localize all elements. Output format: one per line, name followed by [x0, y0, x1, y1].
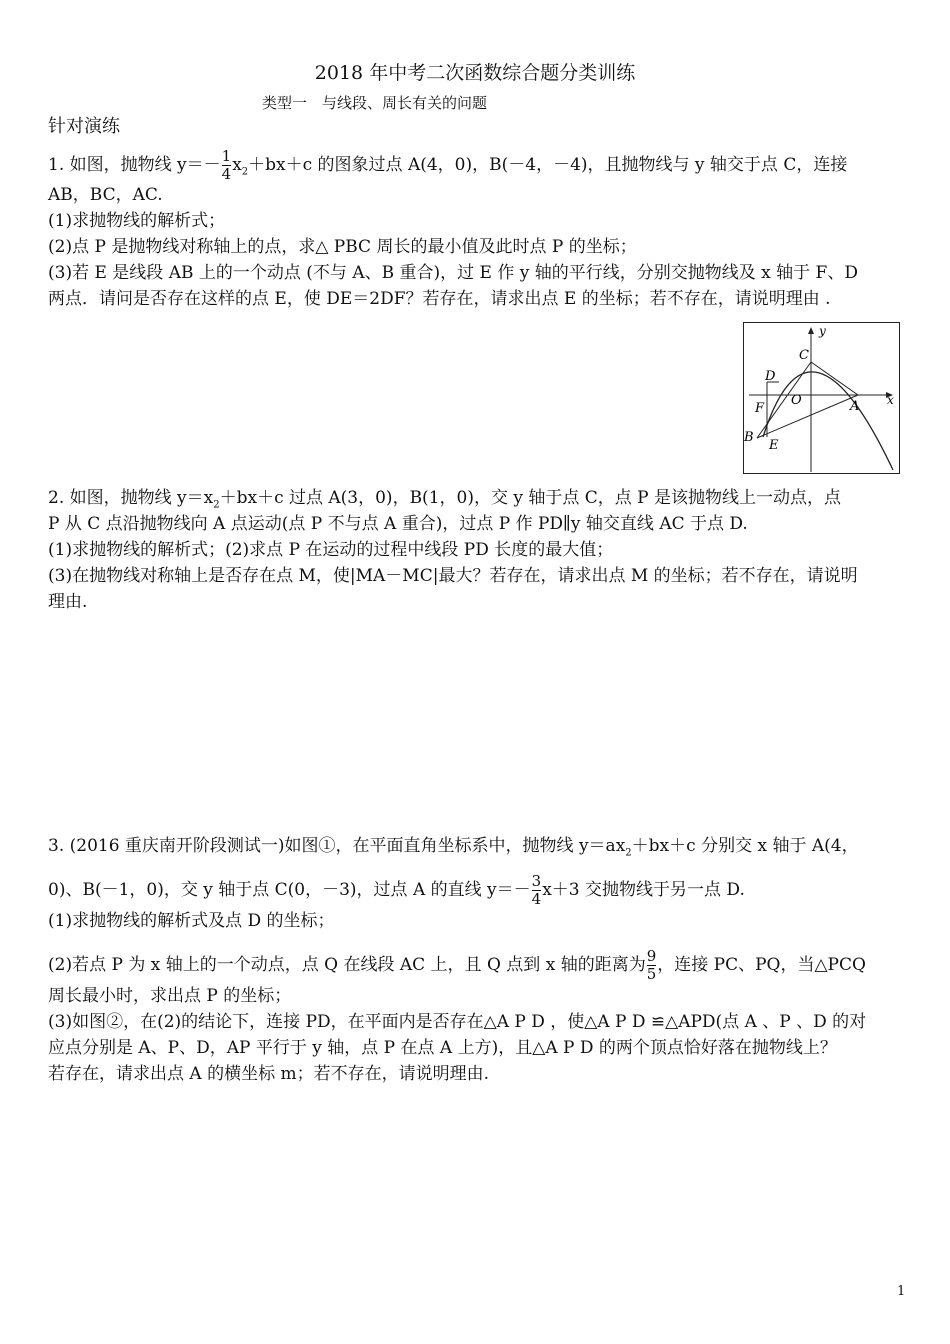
- problem2-line4: (3)在抛物线对称轴上是否存在点 M，使|MA－MC|最大？若存在，请求出点 M 的坐标；若不存在，请说明: [48, 566, 858, 586]
- fraction-1-4: $\frac{1}{4}$: [221, 147, 232, 183]
- problem2-line1: 2. 如图，抛物线 $y=x_2+bx+c$ 过点 A(3，0)，B(1，0)，交 y 轴于点 C，点 P 是该抛物线上一动点，点: [48, 488, 842, 511]
- fraction-9-5: $\frac{9}{5}$: [646, 947, 657, 983]
- problem1-q2: (2)点 P 是抛物线对称轴上的点，求△ PBC 周长的最小值及此时点 P 的坐标；: [48, 237, 637, 257]
- label-O: O: [791, 393, 802, 408]
- label-C: C: [799, 348, 809, 363]
- problem3-q2-line1: (2)若点 P 为 x 轴上的一个动点，点 Q 在线段 AC 上，且 Q 点到 x 轴的距离为 $\frac{9}{5}$ ，连接 PC、PQ，当△PCQ: [48, 947, 866, 983]
- problem1-q1: (1)求抛物线的解析式；: [48, 211, 226, 231]
- problem3-q3-line3: 若存在，请求出点 A 的横坐标 m；若不存在，请说明理由.: [48, 1064, 490, 1084]
- label-B: B: [744, 430, 754, 445]
- problem3-q3-line1: (3)如图②，在(2)的结论下，连接 PD，在平面内是否存在△A P D ，使△A P D ≌△APD(点 A 、P 、D 的对: [48, 1012, 867, 1032]
- section-subtitle: 类型一 与线段、周长有关的问题: [262, 94, 488, 112]
- problem3-q1: (1)求抛物线的解析式及点 D 的坐标；: [48, 911, 335, 931]
- problem1-q3-line1: (3)若 E 是线段 AB 上的一个动点 (不与 A、B 重合)，过 E 作 y 轴的平行线，分别交抛物线及 x 轴于 F、D: [48, 263, 858, 283]
- problem3-q2-line2: 周长最小时，求出点 P 的坐标；: [48, 986, 292, 1006]
- label-F: F: [755, 401, 765, 416]
- problem1-q3-line2: 两点．请问是否存在这样的点 E，使 DE＝2DF？若存在，请求出点 E 的坐标；若不存在，请说明理由 .: [48, 289, 831, 309]
- fraction-3-4: $\frac{3}{4}$: [531, 872, 542, 908]
- problem2-line5: 理由.: [48, 592, 88, 612]
- label-A: A: [850, 399, 860, 414]
- problem1-line1: 1. 如图，抛物线 y＝－ $\frac{1}{4}$ $x_2+bx+c$ 的图象过点 A(4，0)，B(－4，－4)，且抛物线与 y 轴交于点 C，连接: [48, 147, 848, 183]
- problem2-line3: (1)求抛物线的解析式；(2)求点 P 在运动的过程中线段 PD 长度的最大值；: [48, 540, 614, 560]
- problem3-line1: 3. (2016 重庆南开阶段测试一)如图①，在平面直角坐标系中，抛物线 $y=ax_2+bx+c$ 分别交 x 轴于 A(4，: [48, 836, 859, 859]
- label-D: D: [765, 369, 776, 384]
- label-x: x: [887, 393, 894, 407]
- label-E: E: [769, 438, 779, 453]
- problem2-line2: P 从 C 点沿抛物线向 A 点运动(点 P 不与点 A 重合)，过点 P 作 PD∥y 轴交直线 AC 于点 D.: [48, 514, 748, 534]
- document-title: 2018 年中考二次函数综合题分类训练: [314, 62, 636, 84]
- problem1-line2: AB，BC，AC.: [48, 185, 163, 205]
- label-y: y: [819, 324, 826, 338]
- page-number: 1: [897, 1284, 906, 1299]
- problem3-line2: 0)、B(－1，0)，交 y 轴于点 C(0，－3)，过点 A 的直线 y＝－ $\frac{3}{4}$ x＋3 交抛物线于另一点 D.: [48, 872, 745, 908]
- section-heading: 针对演练: [48, 116, 120, 137]
- problem3-q3-line2: 应点分别是 A、P、D，AP 平行于 y 轴，点 P 在点 A 上方)，且△A P D 的两个顶点恰好落在抛物线上？: [48, 1038, 837, 1058]
- problem1-figure: [743, 322, 900, 474]
